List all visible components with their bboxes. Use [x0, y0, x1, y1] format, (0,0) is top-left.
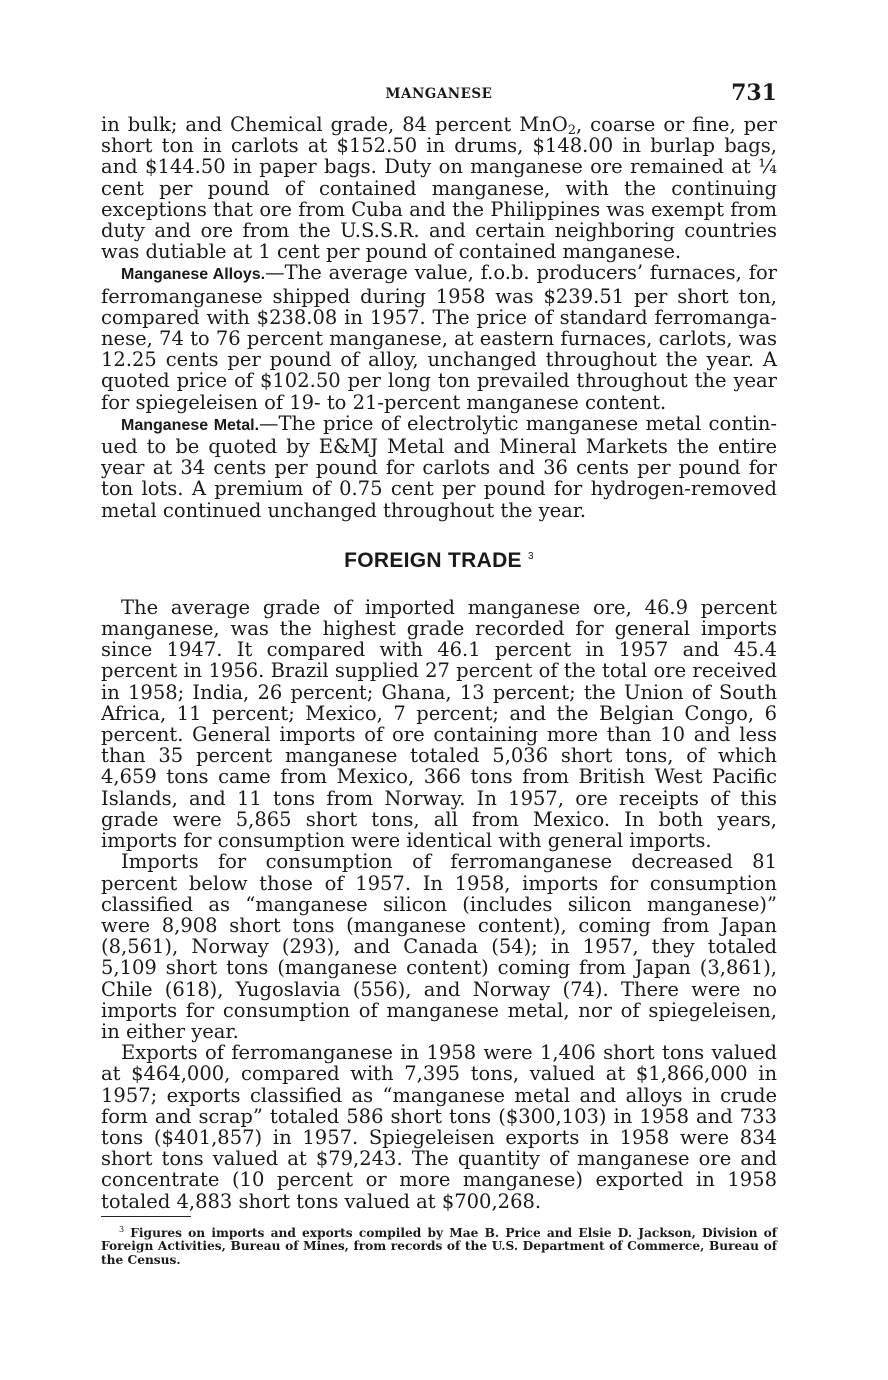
paragraph-manganese-metal: [101, 413, 777, 521]
run-in-heading: Manganese Metal.: [121, 416, 260, 434]
paragraph-foreign-trade-2: Imports for consumption of ferromanganese decreased 81 percent below those of 1957. In 1958, imports for consumption classified as “manganese silicon (includes silicon manganese)” were 8,908 short tons (manganese content), coming from Japan (8,561), Norway (293), and Canada (54); in 1957, they totaled 5,109 short tons (manganese content) coming from Japan (3,861), Chile (618), Yugoslavia (556), and Norway (74). There were no imports for consumption of manganese metal, nor of spiegeleisen, in either year.: [101, 850, 777, 1043]
paragraph-text: —The price of electrolytic manganese metal continued to be quoted by E&MJ Metal and Mineral Markets the entire year at 34 cents per pound for carlots and 36 cents per pound for ton lots. A premium of 0.75 cent per pound for hydrogen-removed metal continued unchanged throughout the year.: [101, 411, 777, 522]
paragraph-manganese-alloys: [101, 262, 777, 412]
page-header: [101, 80, 777, 114]
paragraph-foreign-trade-3: Exports of ferromanganese in 1958 were 1,406 short tons valued at $464,000, compared with 7,395 tons, valued at $1,866,000 in 1957; exports classified as “manganese metal and alloys in crude form and scrap” totaled 586 short tons ($300,103) in 1958 and 733 tons ($401,857) in 1957. Spiegeleisen exports in 1958 were 834 short tons valued at $79,243. The quantity of manganese ore and concentrate (10 percent or more manganese) exported in 1958 totaled 4,883 short tons valued at $700,268.: [101, 1041, 777, 1213]
page: [101, 80, 777, 1267]
paragraph-text: in bulk; and Chemical grade, 84 percent MnO: [101, 113, 568, 136]
running-title: MANGANESE: [385, 86, 493, 102]
paragraph-text: —The average value, f.o.b. producers’ furnaces, for ferromanganese shipped during 1958 was $239.51 per short ton, compared with $238.08 in 1957. The price of standard ferromanganese, 74 to 76 percent manganese, at eastern furnaces, carlots, was 12.25 cents per pound of alloy, unchanged throughout the year. A quoted price of $102.50 per long ton prevailed throughout the year for spiegeleisen of 19- to 21-percent manganese content.: [101, 261, 777, 414]
footnote-text: Figures on imports and exports compiled by Mae B. Price and Elsie D. Jackson, Division of Foreign Activities, Bureau of Mines, from records of the U.S. Department of Commerce, Bureau of the Census.: [101, 1225, 777, 1267]
footnote-rule: [101, 1216, 191, 1217]
subscript: 2: [567, 123, 576, 138]
page-number: 731: [731, 80, 777, 106]
footnote-marker: 3: [119, 1224, 125, 1234]
footnote: [101, 1223, 777, 1268]
section-heading: [101, 549, 777, 573]
section-title: FOREIGN TRADE: [344, 548, 522, 572]
footnote-reference: 3: [528, 550, 534, 562]
paragraph-foreign-trade-1: The average grade of imported manganese ore, 46.9 percent manganese, was the highest grade recorded for general imports since 1947. It compared with 46.1 percent in 1957 and 45.4 percent in 1956. Brazil supplied 27 percent of the total ore received in 1958; India, 26 percent; Ghana, 13 percent; the Union of South Africa, 11 percent; Mexico, 7 percent; and the Belgian Congo, 6 percent. General imports of ore containing more than 10 and less than 35 percent manganese totaled 5,036 short tons, of which 4,659 tons came from Mexico, 366 tons from British West Pacific Islands, and 11 tons from Norway. In 1957, ore receipts of this grade were 5,865 short tons, all from Mexico. In both years, imports for consumption were identical with general imports.: [101, 595, 777, 853]
paragraph-continued: [101, 114, 777, 262]
run-in-heading: Manganese Alloys.: [121, 266, 266, 284]
paragraph-text: , coarse or fine, per short ton in carlots at $152.50 in drums, $148.00 in burlap bags, and $144.50 in paper bags. Duty on manganese ore remained at ¼ cent per pound of contained manganese, with the continuing exceptions that ore from Cuba and the Philippines was exempt from duty and ore from the U.S.S.R. and certain neighboring countries was dutiable at 1 cent per pound of contained manganese.: [101, 113, 777, 264]
